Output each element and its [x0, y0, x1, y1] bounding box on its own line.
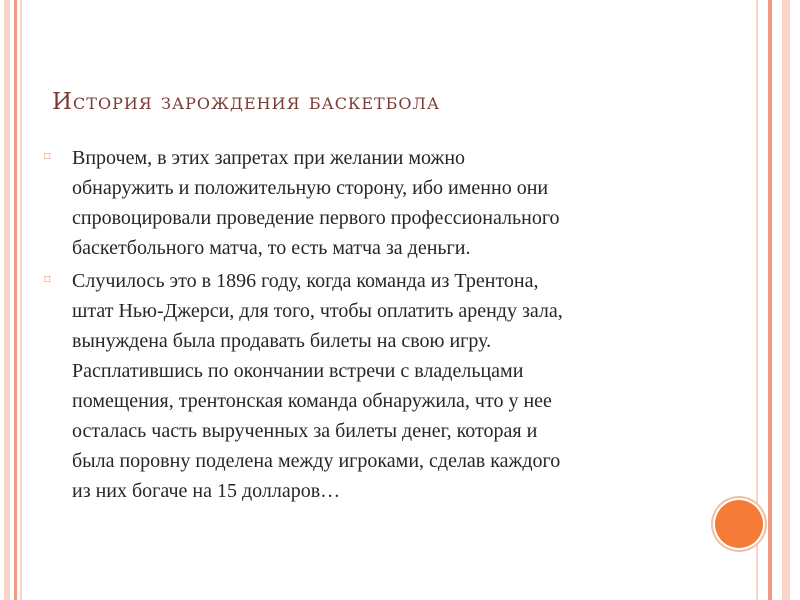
- text-line: была поровну поделена между игроками, сделав каждого: [72, 450, 561, 472]
- text-line: помещения, трентонская команда обнаружила, что у нее: [72, 390, 552, 412]
- text-line: осталась часть вырученных за билеты денег, которая и: [72, 420, 538, 442]
- slide-body: [44, 143, 704, 509]
- left-frame-outer-stripe: [4, 0, 10, 600]
- left-frame-thin-stripe: [20, 0, 22, 600]
- left-frame-inner-stripe: [14, 0, 17, 600]
- bullet-paragraph-1: [44, 143, 704, 263]
- right-frame-outer-stripe: [782, 0, 790, 600]
- text-line: обнаружить и положительную сторону, ибо именно они: [72, 177, 549, 199]
- text-line: Расплатившись по окончании встречи с владельцами: [72, 360, 524, 382]
- text-line: вынуждена была продавать билеты на свою игру.: [72, 330, 492, 352]
- text-line: штат Нью-Джерси, для того, чтобы оплатить аренду зала,: [72, 300, 563, 322]
- text-line: спровоцировали проведение первого профессионального: [72, 207, 560, 229]
- text-line: из них богаче на 15 долларов…: [72, 480, 341, 502]
- text-line: Случилось это в 1896 году, когда команда из Трентона,: [72, 270, 539, 292]
- text-line: Впрочем, в этих запретах при желании можно: [72, 147, 466, 169]
- slide-title: История зарождения баскетбола: [52, 89, 441, 115]
- text-line: баскетбольного матча, то есть матча за деньги.: [72, 237, 471, 259]
- bullet-paragraph-2: [44, 266, 704, 506]
- right-frame-inner-stripe: [768, 0, 772, 600]
- ring-bullet-icon: ⌑: [44, 150, 51, 165]
- orange-circle-decoration: [715, 500, 763, 548]
- ring-bullet-icon: ⌑: [44, 273, 51, 288]
